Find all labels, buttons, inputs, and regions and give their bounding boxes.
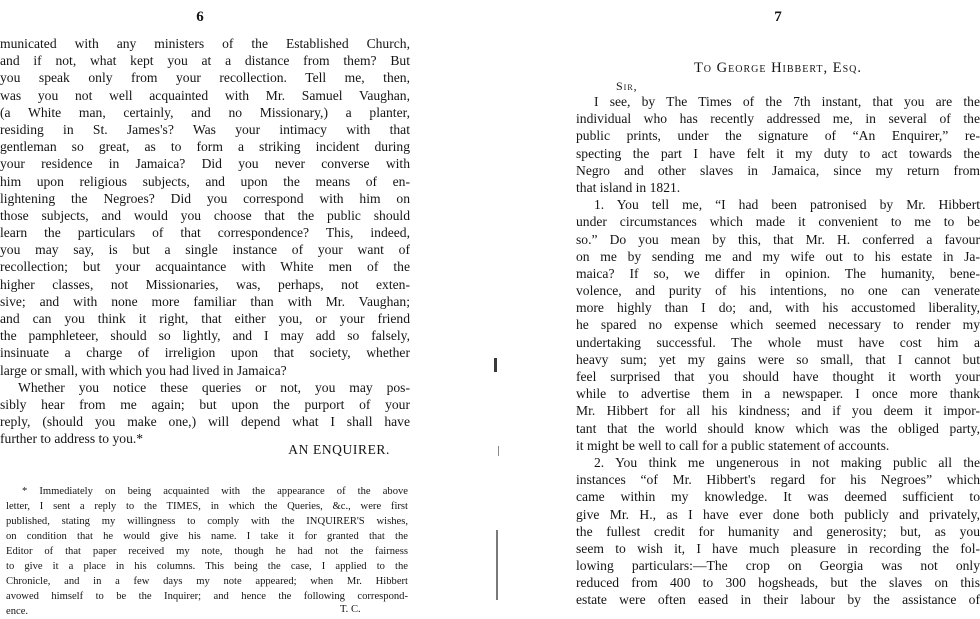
text-line: was you not well acquainted with Mr. Samuel Vaughan,: [0, 87, 410, 103]
text-line: you speak only from your recollection. Tell me, then,: [0, 70, 410, 86]
page-number-right: 7: [774, 9, 782, 25]
right-body-text: [576, 93, 980, 609]
gutter-mark: [498, 446, 499, 456]
text-line: municated with any ministers of the Established Church,: [0, 36, 410, 51]
text-line: came within my knowledge. It was deemed sufficient to: [576, 489, 980, 505]
text-line: more highly than I do; and, with his accustomed liberality,: [576, 300, 980, 316]
text-line: maica? If so, we differ in opinion. The humanity, bene-: [576, 265, 980, 281]
footnote-line: on condition that he would give his name. I take it for granted that the: [6, 531, 408, 542]
text-line: individual who has recently addressed me, in several of the: [576, 111, 980, 127]
text-line: and if not, what kept you at a distance from them? But: [0, 53, 410, 69]
letter-heading: To George Hibbert, Esq.: [693, 60, 863, 76]
text-line: him upon religious subjects, and upon the means of en-: [0, 173, 410, 189]
text-line: specting the part I have felt it my duty to act towards the: [576, 145, 980, 161]
footnote-line: Editor of that paper received my note, though he had not the fairness: [6, 546, 408, 557]
text-line: insinuate a charge of irreligion upon that society, whether: [0, 345, 410, 361]
footnote-line: * Immediately on being acquainted with the appearance of the above: [22, 486, 408, 497]
text-line: I see, by The Times of the 7th instant, that you are the: [594, 94, 980, 109]
text-line: instances “of Mr. Hibbert's regard for his Negroes” which: [576, 472, 980, 488]
footnote-line: letter, I sent a reply to the TIMES, in which the Queries, &c., were first: [6, 501, 408, 512]
text-line: (a White man, certainly, and no Missionary,) a planter,: [0, 104, 410, 120]
text-line: sive; and with none more familiar than with Mr. Vaughan;: [0, 293, 410, 309]
text-line: reply, (should you make one,) will depend what I shall have: [0, 414, 410, 430]
text-line: 2. You think me ungenerous in not making public all the: [594, 454, 980, 470]
text-line: you may say, is but a single instance of your want of: [0, 242, 410, 258]
footnote-line: Chronicle, and in a few days my note appeared; when Mr. Hibbert: [6, 576, 408, 587]
text-line: while to advertise them in a newspaper. I once more thank: [576, 386, 980, 402]
text-line: that island in 1821.: [576, 179, 681, 195]
footnote-line: published, stating my willingness to comply with the INQUIRER'S wishes,: [6, 516, 408, 527]
text-line: feel surprised that you should have thought it worth your: [576, 369, 980, 384]
left-body-text: [0, 35, 410, 448]
page-number-left: 6: [196, 9, 204, 25]
text-line: estate were often eased in their labour by the assistance of: [576, 592, 980, 608]
footnote-line: ence.: [6, 606, 29, 617]
salutation: Sir,: [616, 79, 638, 93]
text-line: it might be well to call for a public statement of accounts.: [576, 437, 890, 453]
text-line: your residence in Jamaica? Did you never converse with: [0, 156, 410, 172]
text-line: sibly hear from me again; but upon the purport of your: [0, 396, 410, 412]
footnote-line: avowed himself to be the Inquirer; and hence the following correspond-: [6, 591, 408, 602]
text-line: and can you think it right, that either you, or your friend: [0, 311, 410, 326]
signature: AN ENQUIRER.: [288, 442, 390, 457]
text-line: recollection; but your acquaintance with White men of the: [0, 259, 410, 275]
text-line: lightening the Negroes? Did you correspond with him on: [0, 190, 410, 206]
text-line: public prints, under the signature of “An Enquirer,” re-: [576, 128, 980, 144]
text-line: the pamphleteer, should so lightly, and I may add so falsely,: [0, 328, 410, 344]
text-line: lowing particulars:—The crop on Georgia was not only: [576, 558, 980, 574]
text-line: volence, and purity of his intentions, no one can venerate: [576, 283, 980, 299]
footnote-line: to give it a place in his columns. This being the case, I applied to the: [6, 561, 408, 572]
text-line: tant that the world should know which was the obliged party,: [576, 420, 980, 436]
text-line: learn the particulars of that correspondence? This, indeed,: [0, 225, 410, 241]
text-line: Negro and other slaves in Jamaica, since my return from: [576, 162, 980, 178]
text-line: he spared no expense which seemed necessary to render my: [576, 317, 980, 333]
footnote-initials: T. C.: [340, 604, 361, 615]
text-line: residing in St. James's? Was your intimacy with that: [0, 121, 410, 137]
gutter-mark: [494, 358, 497, 372]
text-line: gentleman so great, as to form a striking incident during: [0, 139, 410, 155]
text-line: seem to wish it, I have much pleasure in recording the fol-: [576, 540, 980, 556]
text-line: the fullest credit for humanity and generosity; but, as you: [576, 523, 980, 539]
left-page: [0, 0, 410, 619]
text-line: on me by sending me and my wife out to his estate in Ja-: [576, 248, 980, 264]
text-line: so.” Do you mean by this, that Mr. H. conferred a favour: [576, 231, 980, 247]
text-line: higher classes, not Missionaries, was, perhaps, not exten-: [0, 276, 410, 292]
text-line: give Mr. H., as I have ever done both publicly and privately,: [576, 506, 980, 522]
text-line: heavy sum; yet my gains were so small, that I cannot but: [576, 351, 980, 367]
text-line: 1. You tell me, “I had been patronised by Mr. Hibbert: [594, 197, 980, 213]
text-line: reduced from 400 to 300 hogsheads, but the slaves on this: [576, 575, 980, 591]
gutter-mark: [496, 530, 498, 600]
right-page: [576, 0, 980, 619]
text-line: under circumstances which made it convenient to me to be: [576, 214, 980, 230]
text-line: Whether you notice these queries or not, you may pos-: [18, 379, 410, 395]
text-line: large or small, with which you had lived in Jamaica?: [0, 362, 287, 378]
text-line: further to address to you.*: [0, 431, 144, 447]
text-line: undertaking successful. The whole must have cost him a: [576, 334, 980, 350]
text-line: those subjects, and would you choose that the public should: [0, 207, 410, 223]
footnote: [6, 484, 408, 619]
text-line: Mr. Hibbert for all his kindness; and if you deem it impor-: [576, 403, 980, 419]
